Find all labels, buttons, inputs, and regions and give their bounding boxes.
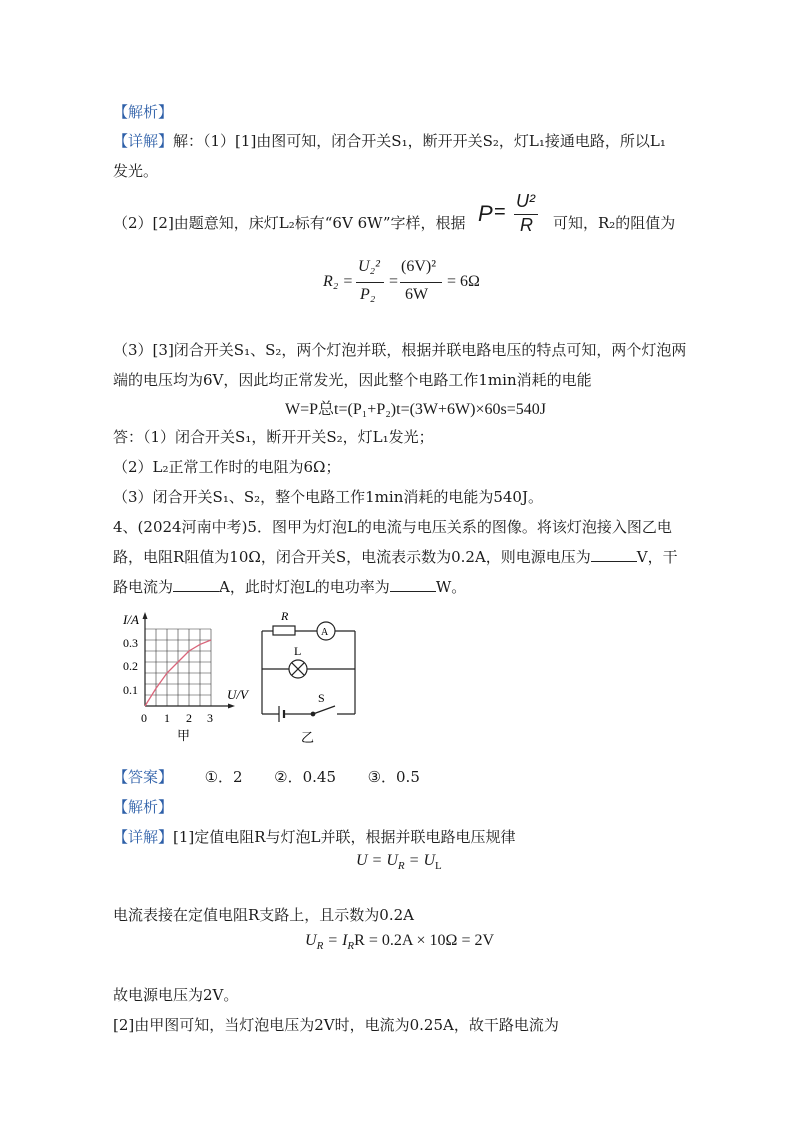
graph-x-arrow: [228, 704, 235, 709]
answer1-line-2: （2）L₂正常工作时的电阻为6Ω；: [113, 458, 341, 476]
eq2-part-b: = I: [323, 932, 348, 949]
answer2-row: [113, 766, 420, 787]
eq-frac2-denominator: 6W: [405, 286, 429, 303]
eq2-sub-a: R: [316, 940, 324, 953]
x-tick-3: 3: [207, 711, 213, 725]
y-tick-0.1: 0.1: [123, 683, 138, 697]
detail2-line-1: [1]定值电阻R与灯泡L并联，根据并联电路电压规律: [173, 828, 516, 846]
eq2-sub-b: R: [347, 940, 355, 953]
question4-line-3c: W。: [435, 578, 467, 596]
eq-frac1-denominator: P₂: [360, 286, 376, 303]
formula-P: P: [478, 201, 493, 226]
equation-R2: [323, 258, 493, 316]
circuit-label-R: R: [281, 609, 289, 623]
graph-jia: [122, 612, 250, 743]
eq1-sub-L: L: [435, 860, 442, 873]
eq2-part-c: R = 0.2A × 10Ω = 2V: [354, 932, 495, 949]
eq1-part-a: U = U: [356, 852, 398, 869]
part3-line-1: （3）[3]闭合开关S₁、S₂，两个灯泡并联，根据并联电路电压的特点可知，两个灯泡两: [113, 341, 687, 359]
graph-x-label: U/V: [227, 687, 248, 702]
eq-frac2-numerator: (6V)²: [401, 258, 437, 275]
formula-denominator: R: [520, 215, 533, 235]
answer2-item-1: ①．2: [204, 768, 243, 786]
x-tick-1: 1: [164, 711, 170, 725]
circuit-label-L: L: [294, 644, 302, 658]
graph-y-arrow: [143, 612, 148, 619]
eq-frac2-bar: [400, 282, 442, 283]
part3-energy-equation: W=P总t=(P₁+P₂)t=(3W+6W)×60s=540J: [285, 401, 546, 418]
circuit-label-S: S: [318, 691, 325, 705]
question4-line-2b: V，干: [636, 548, 678, 566]
eq-frac1-numerator: U₂²: [358, 258, 380, 275]
circuit-label-A: A: [321, 627, 329, 638]
switch-S-blade: [313, 706, 335, 714]
eq2-part-a: U: [305, 932, 317, 949]
answer-blank-2: [173, 577, 219, 592]
equation-ohms-law: [305, 932, 494, 952]
answer1-line-3: （3）闭合开关S₁、S₂，整个电路工作1min消耗的电能为540J。: [113, 488, 543, 506]
analysis-label-1: 【解析】: [113, 103, 174, 121]
graph-caption-jia: 甲: [177, 728, 191, 743]
question4-line-3b: A，此时灯泡L的电功率为: [219, 578, 390, 596]
detail-line-1: 解：（1）[1]由图可知，闭合开关S₁，断开开关S₂，灯L₁接通电路，所以L₁: [173, 132, 666, 150]
formula-numerator: U²: [516, 191, 535, 211]
detail2-line-4: [2]由甲图可知，当灯泡电压为2V时，电流为0.25A，故干路电流为: [113, 1016, 559, 1034]
question4-line-3a: 路电流为: [113, 578, 174, 596]
answer-blank-3: [390, 577, 436, 592]
eq-frac1-bar: [356, 282, 384, 283]
eq-mid-equals: =: [389, 273, 399, 290]
detail-line-2: 发光。: [113, 162, 159, 180]
detail-paragraph-1: [113, 130, 666, 151]
eq1-part-b: = U: [404, 852, 435, 869]
question4-line-1: 4、(2024河南中考)5．图甲为灯泡L的电流与电压关系的图像。将该灯泡接入图乙电: [113, 518, 672, 536]
part2-text-after: 可知，R₂的阻值为: [553, 214, 676, 232]
eq1-sub-R: R: [397, 860, 405, 873]
detail2-line-3: 故电源电压为2V。: [113, 986, 239, 1004]
y-tick-0.2: 0.2: [123, 659, 138, 673]
graph-y-label: I/A: [123, 612, 139, 627]
circuit-yi: [262, 622, 355, 722]
detail-label-1: 【详解】: [113, 132, 174, 150]
equation-voltage-parallel: [356, 852, 442, 872]
detail-label-2: 【详解】: [113, 828, 174, 846]
answer2-item-3: ③．0.5: [367, 768, 420, 786]
part2-text-before: （2）[2]由题意知，床灯L₂标有“6V 6W”字样，根据: [113, 214, 466, 232]
detail2-line-2: 电流表接在定值电阻R支路上，且示数为0.2A: [113, 906, 414, 924]
figure-graph-and-circuit: [115, 606, 375, 756]
question4-line-3: [113, 576, 466, 597]
analysis-label-2: 【解析】: [113, 798, 174, 816]
eq-R2-lhs: R₂ =: [323, 273, 354, 290]
y-tick-0.3: 0.3: [123, 636, 138, 650]
answer1-line-1: 答：（1）闭合开关S₁，断开开关S₂，灯L₁发光；: [113, 428, 434, 446]
graph-grid: [145, 629, 211, 706]
x-tick-0: 0: [141, 711, 147, 725]
question4-line-2a: 路，电阻R阻值为10Ω，闭合开关S，电流表示数为0.2A，则电源电压为: [113, 548, 591, 566]
question4-line-2: [113, 546, 678, 567]
eq-R2-rhs: = 6Ω: [447, 273, 480, 290]
answer2-item-2: ②．0.45: [274, 768, 336, 786]
part3-line-2: 端的电压均为6V，因此均正常发光，因此整个电路工作1min消耗的电能: [113, 371, 592, 389]
inline-formula-power: [478, 193, 548, 241]
answer-blank-1: [591, 547, 637, 562]
x-tick-2: 2: [186, 711, 192, 725]
detail2-line-1-row: [113, 826, 516, 847]
resistor-R: [273, 626, 295, 635]
answer2-label: 【答案】: [113, 768, 174, 786]
formula-equals: =: [494, 201, 506, 223]
circuit-caption-yi: 乙: [301, 730, 315, 745]
